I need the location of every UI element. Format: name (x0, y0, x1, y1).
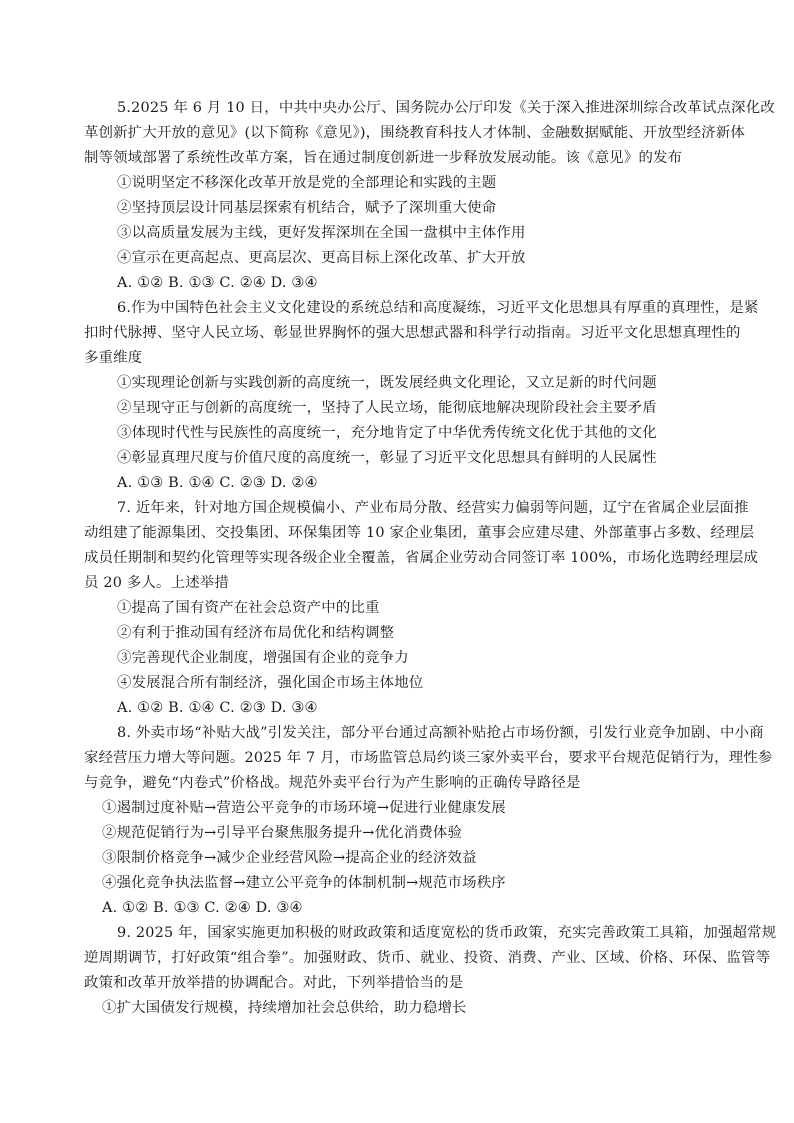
question-option: ①提高了国有资产在社会总资产中的比重 (117, 600, 380, 616)
question-option: ①遏制过度补贴→营造公平竞争的市场环境→促进行业健康发展 (102, 800, 506, 816)
question-option: ②有利于推动国有经济布局优化和结构调整 (117, 625, 395, 641)
question-option: ②规范促销行为→引导平台聚焦服务提升→优化消费体验 (102, 825, 463, 841)
question-stem-line: 9. 2025 年，国家实施更加积极的财政政策和适度宽松的货币政策，充实完善政策工具箱，加强超常规 (117, 925, 777, 941)
question-option: ①实现理论创新与实践创新的高度统一，既发展经典文化理论，又立足新的时代问题 (117, 375, 657, 391)
question-9 (84, 921, 777, 1021)
question-option: ②坚持顶层设计同基层探索有机结合，赋予了深圳重大使命 (117, 200, 497, 216)
question-option: ④强化竞争执法监督→建立公平竞争的体制机制→规范市场秩序 (102, 875, 506, 891)
question-stem-line: 家经营压力增大等问题。2025 年 7 月，市场监管总局约谈三家外卖平台，要求平台规范促销行为，理性参 (84, 750, 773, 766)
question-stem-line: 7. 近年来，针对地方国企规模偏小、产业布局分散、经营实力偏弱等问题，辽宁在省属企业层面推 (117, 500, 749, 516)
question-stem-line: 逆周期调节，打好政策“组合拳”。加强财政、货币、就业、投资、消费、产业、区域、价格、环保、监管等 (84, 950, 771, 966)
answer-choices: A. ①② B. ①③ C. ②④ D. ③④ (117, 275, 318, 291)
question-stem-line: 扣时代脉搏、坚守人民立场、彰显世界胸怀的强大思想武器和科学行动指南。习近平文化思想真理性的 (84, 325, 741, 341)
question-stem-line: 革创新扩大开放的意见》(以下简称《意见》)，围绕教育科技人才体制、金融数据赋能、开放型经济新体 (84, 125, 746, 141)
question-stem-line: 动组建了能源集团、交投集团、环保集团等 10 家企业集团，董事会应建尽建、外部董事占多数、经理层 (84, 525, 755, 541)
question-option: ④发展混合所有制经济，强化国企市场主体地位 (117, 675, 424, 691)
question-option: ①扩大国债发行规模，持续增加社会总供给，助力稳增长 (102, 1000, 467, 1016)
exam-content (84, 96, 777, 1021)
question-5 (84, 96, 775, 296)
question-option: ①说明坚定不移深化改革开放是党的全部理论和实践的主题 (117, 175, 497, 191)
answer-choices: A. ①③ B. ①④ C. ②③ D. ②④ (117, 475, 318, 491)
question-option: ④宣示在更高起点、更高层次、更高目标上深化改革、扩大开放 (117, 250, 526, 266)
question-6 (84, 296, 759, 496)
question-stem-line: 6.作为中国特色社会主义文化建设的系统总结和高度凝练，习近平文化思想具有厚重的真理性，是紧 (117, 300, 759, 316)
question-stem-line: 与竞争，避免“内卷式”价格战。规范外卖平台行为产生影响的正确传导路径是 (84, 775, 581, 791)
question-stem-line: 多重维度 (84, 350, 143, 366)
question-stem-line: 8. 外卖市场“补贴大战”引发关注，部分平台通过高额补贴抢占市场份额，引发行业竞争加剧、中小商 (117, 725, 764, 741)
question-option: ④彰显真理尺度与价值尺度的高度统一，彰显了习近平文化思想具有鲜明的人民属性 (117, 450, 657, 466)
answer-choices: A. ①② B. ①③ C. ②④ D. ③④ (102, 900, 303, 916)
question-stem-line: 制等领域部署了系统性改革方案，旨在通过制度创新进一步释放发展动能。该《意见》的发布 (84, 150, 683, 166)
question-stem-line: 成员任期制和契约化管理等实现各级企业全覆盖，省属企业劳动合同签订率 100%，市场化选聘经理层成 (84, 550, 759, 566)
question-stem-line: 员 20 多人。上述举措 (84, 575, 229, 591)
question-8 (84, 721, 773, 921)
question-option: ③限制价格竞争→减少企业经营风险→提高企业的经济效益 (102, 850, 477, 866)
question-option: ③完善现代企业制度，增强国有企业的竞争力 (117, 650, 409, 666)
question-7 (84, 496, 759, 721)
question-stem-line: 5.2025 年 6 月 10 日，中共中央办公厅、国务院办公厅印发《关于深入推进深圳综合改革试点深化改 (117, 100, 775, 116)
question-stem-line: 政策和改革开放举措的协调配合。对此，下列举措恰当的是 (84, 975, 464, 991)
question-option: ③体现时代性与民族性的高度统一，充分地肯定了中华优秀传统文化优于其他的文化 (117, 425, 657, 441)
question-option: ②呈现守正与创新的高度统一，坚持了人民立场，能彻底地解决现阶段社会主要矛盾 (117, 400, 657, 416)
question-option: ③以高质量发展为主线，更好发挥深圳在全国一盘棋中主体作用 (117, 225, 526, 241)
answer-choices: A. ①② B. ①④ C. ②③ D. ③④ (117, 700, 318, 716)
